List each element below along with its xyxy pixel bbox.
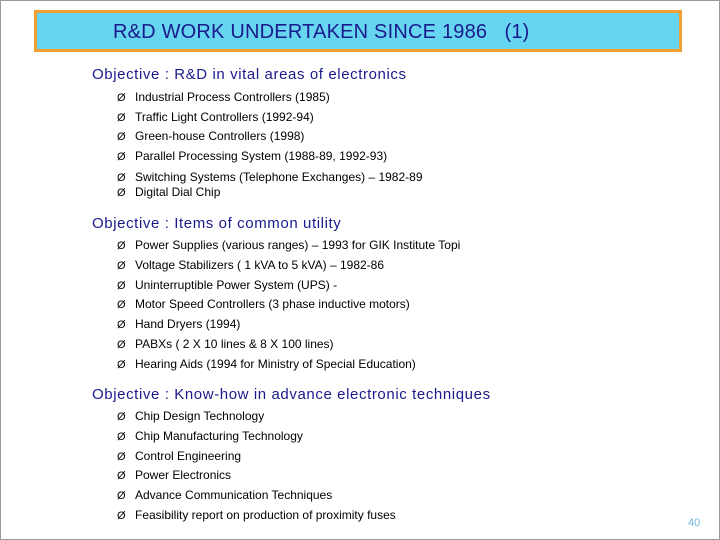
list-item: Ø Motor Speed Controllers (3 phase inductive motors) [117,297,410,311]
arrow-bullet-icon: Ø [117,151,126,163]
list-item: Ø Industrial Process Controllers (1985) [117,90,330,104]
list-item: Ø Chip Manufacturing Technology [117,429,303,443]
list-item: Ø Uninterruptible Power System (UPS) - [117,278,338,292]
list-item: Ø PABXs ( 2 X 10 lines & 8 X 100 lines) [117,337,334,351]
arrow-bullet-icon: Ø [117,299,126,311]
list-item: Ø Hand Dryers (1994) [117,317,241,331]
arrow-bullet-icon: Ø [117,280,126,292]
arrow-bullet-icon: Ø [117,260,126,272]
arrow-bullet-icon: Ø [117,431,126,443]
slide-title: R&D WORK UNDERTAKEN SINCE 1986 (1) [113,21,530,43]
title-banner [34,10,682,52]
page-number: 40 [688,517,701,529]
list-item: Ø Power Electronics [117,468,232,482]
list-item: Ø Advance Communication Techniques [117,488,333,502]
arrow-bullet-icon: Ø [117,92,126,104]
list-item: Ø Green-house Controllers (1998) [117,129,305,143]
list-item: Ø Chip Design Technology [117,409,265,423]
arrow-bullet-icon: Ø [117,359,126,371]
arrow-bullet-icon: Ø [117,240,126,252]
arrow-bullet-icon: Ø [117,319,126,331]
arrow-bullet-icon: Ø [117,112,126,124]
arrow-bullet-icon: Ø [117,470,126,482]
list-item: Ø Voltage Stabilizers ( 1 kVA to 5 kVA) – 1982-86 [117,258,385,272]
list-item: Ø Hearing Aids (1994 for Ministry of Special Education) [117,357,416,371]
list-item: Ø Feasibility report on production of proximity fuses [117,508,396,522]
list-item: Ø Switching Systems (Telephone Exchanges) – 1982-89 [117,170,423,184]
section-heading-2: Objective : Items of common utility [92,215,342,232]
arrow-bullet-icon: Ø [117,339,126,351]
list-item: Ø Digital Dial Chip [117,185,221,199]
list-item: Ø Control Engineering [117,449,242,463]
section-heading-3: Objective : Know-how in advance electronic techniques [92,386,491,403]
arrow-bullet-icon: Ø [117,187,126,199]
list-item: Ø Power Supplies (various ranges) – 1993 for GIK Institute Topi [117,238,461,252]
arrow-bullet-icon: Ø [117,131,126,143]
arrow-bullet-icon: Ø [117,510,126,522]
arrow-bullet-icon: Ø [117,172,126,184]
list-item: Ø Traffic Light Controllers (1992-94) [117,110,314,124]
list-item: Ø Parallel Processing System (1988-89, 1992-93) [117,149,388,163]
arrow-bullet-icon: Ø [117,490,126,502]
arrow-bullet-icon: Ø [117,451,126,463]
arrow-bullet-icon: Ø [117,411,126,423]
section-heading-1: Objective : R&D in vital areas of electronics [92,66,407,83]
